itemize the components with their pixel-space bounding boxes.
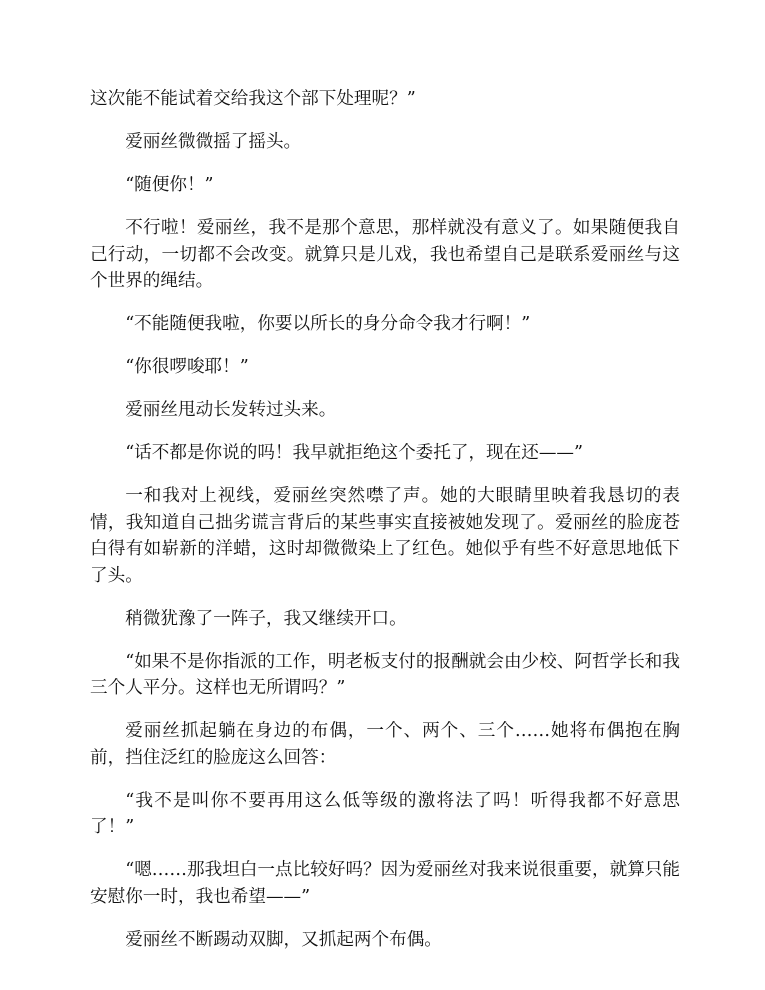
paragraph-6: “你很啰唆耶！”: [125, 357, 249, 377]
paragraph-3: “随便你！”: [125, 175, 214, 195]
paragraph-8: “话不都是你说的吗！我早就拒绝这个委托了，现在还——”: [125, 443, 584, 463]
paragraph-13: “我不是叫你不要再用这么低等级的激将法了吗！听得我都不好意思了！”: [90, 790, 680, 837]
paragraph-14: “嗯……那我坦白一点比较好吗？因为爱丽丝对我来说很重要，就算只能安慰你一时，我也希望——”: [90, 860, 680, 907]
paragraph-9: 一和我对上视线，爱丽丝突然噤了声。她的大眼睛里映着我恳切的表情，我知道自己拙劣谎言背后的某些事实直接被她发现了。爱丽丝的脸庞苍白得有如崭新的洋蜡，这时却微微染上了红色。她似乎有些不好意思地低下了头。: [90, 486, 680, 586]
paragraph-11: “如果不是你指派的工作，明老板支付的报酬就会由少校、阿哲学长和我三个人平分。这样也无所谓吗？”: [90, 651, 680, 698]
paragraph-15: 爱丽丝不断踢动双脚，又抓起两个布偶。: [125, 929, 442, 950]
paragraph-1: 这次能不能试着交给我这个部下处理呢？”: [90, 89, 416, 109]
paragraph-12: 爱丽丝抓起躺在身边的布偶，一个、两个、三个……她将布偶抱在胸前，挡住泛红的脸庞这么回答：: [90, 721, 680, 768]
paragraph-10: 稍微犹豫了一阵子，我又继续开口。: [125, 608, 407, 629]
paragraph-4: 不行啦！爱丽丝，我不是那个意思，那样就没有意义了。如果随便我自己行动，一切都不会改变。就算只是儿戏，我也希望自己是联系爱丽丝与这个世界的绳结。: [90, 218, 680, 291]
paragraph-5: “不能随便我啦，你要以所长的身分命令我才行啊！”: [125, 314, 531, 334]
paragraph-7: 爱丽丝甩动长发转过头来。: [125, 400, 337, 420]
document-page: [90, 86, 680, 970]
paragraph-2: 爱丽丝微微摇了摇头。: [125, 132, 302, 152]
